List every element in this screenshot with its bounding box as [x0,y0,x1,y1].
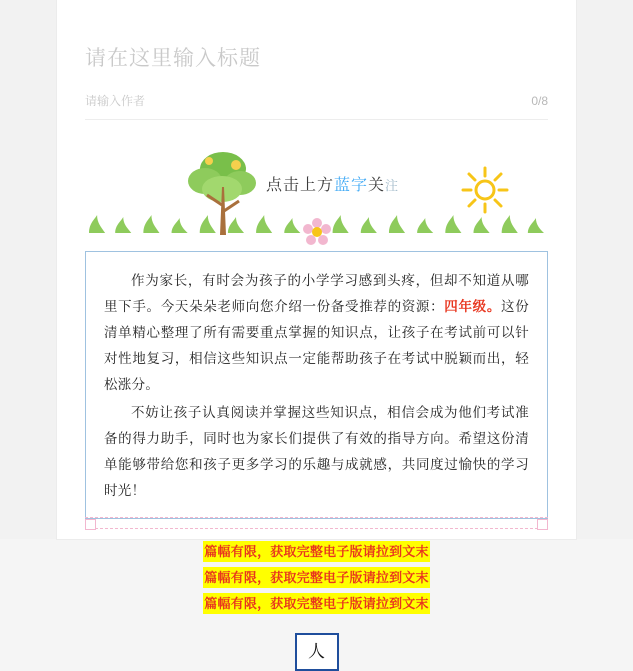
paragraph-1 [104,268,529,398]
char-count: 0/8 [531,93,548,108]
sun-icon [455,162,515,218]
author-row [85,92,548,120]
banner-text-faded: 注 [385,178,400,193]
person-block [85,633,548,671]
paragraph-1-highlight: 四年级。 [444,299,502,314]
page-title[interactable]: 请在这里输入标题 [85,47,261,70]
banner-text-blue: 蓝字 [334,177,369,194]
flower-icon [302,217,332,247]
banner-text [266,172,399,195]
paragraph-2: 不妨让孩子认真阅读并掌握这些知识点，相信会成为他们考试准备的得力助手，同时也为家长们提供了有效的指导方向。希望这份清单能够带给您和孩子更多学习的乐趣与成就感，共同度过愉快的学习时光！ [104,405,529,498]
paragraph-1-seg-1: 作为家长，有时会为孩子的小学学习感到头疼，但却不知道从哪里下手。今天朵朵老师向您介绍一份备受推荐的资源： [104,273,529,314]
document-body [57,120,576,671]
article-box [85,251,548,519]
title-area [57,0,576,120]
person-button[interactable]: 人 [295,633,339,671]
banner-illustration [85,142,548,247]
promo-line-3: 篇幅有限，获取完整电子版请拉到文末 [203,593,429,614]
document-sheet [57,0,576,661]
banner-text-tail: 关 [368,177,386,194]
promo-line-2: 篇幅有限，获取完整电子版请拉到文末 [203,567,429,588]
author-input[interactable]: 请输入作者 [85,94,146,108]
bottom-divider [85,517,548,529]
promo-block [85,541,548,619]
banner-text-lead: 点击上方 [266,177,335,194]
paragraph-1-seg-3: 这份清单精心整理了所有需要重点掌握的知识点，让孩子在考试前可以针对性地复习，相信这些知识点一定能帮助孩子在考试中脱颖而出，轻松涨分。 [104,299,529,392]
promo-line-1: 篇幅有限，获取完整电子版请拉到文末 [203,541,429,562]
